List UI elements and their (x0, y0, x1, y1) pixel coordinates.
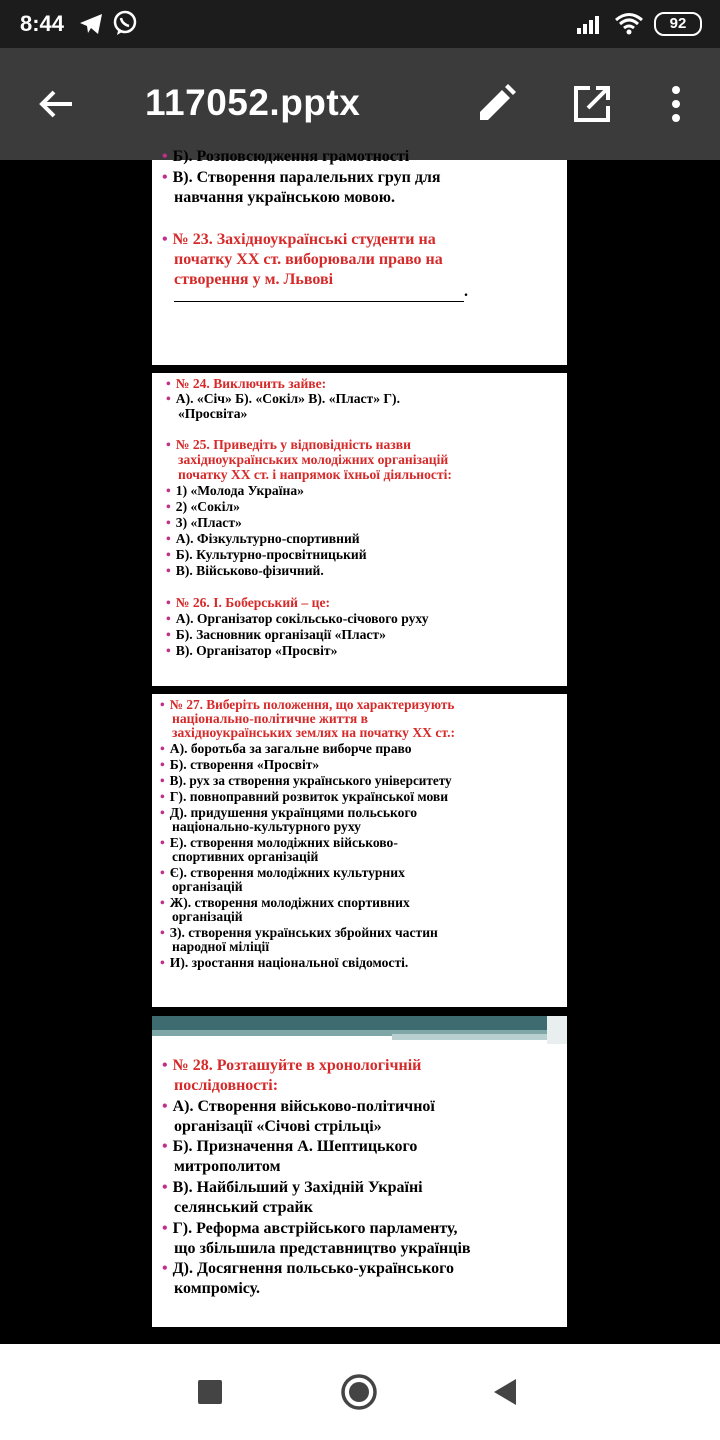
slide-text: навчання українською мовою. (174, 189, 395, 206)
slide-text: • Б). Культурно-просвітницький (166, 547, 367, 562)
slide-text: • В). рух за створення українського університету (160, 773, 452, 788)
slide-text: • В). Організатор «Просвіт» (166, 643, 338, 658)
slide-text: • Г). повноправний розвиток української мови (160, 789, 449, 804)
navigation-bar (0, 1344, 720, 1440)
slide-3 (152, 694, 567, 1007)
slide-text: • Е). створення молодіжних військово- (160, 835, 398, 850)
slide-text: • А). Створення військово-політичної (162, 1098, 435, 1115)
slide-text: • Д). Досягнення польсько-українського (162, 1260, 454, 1277)
slide-text: початку ХХ ст. виборювали право на (174, 251, 443, 268)
slide-text: • В). Створення паралельних груп для (162, 169, 441, 186)
slide-text: • А). боротьба за загальне виборче право (160, 741, 412, 756)
slide-4 (152, 1016, 567, 1327)
slide-header-decoration (152, 1016, 567, 1046)
slide-text: • А). Організатор сокільсько-січового руху (166, 611, 429, 626)
telegram-icon (78, 12, 104, 36)
question-23: • № 23. Західноукраїнські студенти на (162, 231, 436, 248)
question-25: • № 25. Приведіть у відповідність назви (166, 437, 411, 452)
slide-text: • В). Найбільший у Західній Україні (162, 1179, 423, 1196)
slide-text: • Б). Розповсюдження грамотності (162, 148, 410, 165)
slide-text: створення у м. Львові (174, 271, 334, 288)
signal-icon (576, 14, 604, 34)
slide-text: • Б). створення «Просвіт» (160, 757, 320, 772)
back-triangle-icon[interactable] (490, 1377, 518, 1407)
slide-text: організацій (172, 879, 243, 894)
slide-text: організацій (172, 909, 243, 924)
slide-text: • 2) «Сокіл» (166, 499, 240, 514)
open-external-icon[interactable] (568, 80, 616, 128)
edit-pencil-icon[interactable] (472, 80, 520, 128)
slide-text: • Є). створення молодіжних культурних (160, 865, 405, 880)
slide-text: організації «Січові стрільці» (174, 1118, 382, 1135)
slide-text: • Д). придушення українцями польського (160, 805, 418, 820)
slide-text: національно-культурного руху (172, 819, 361, 834)
slide-text: селянський страйк (174, 1199, 313, 1216)
back-arrow-icon[interactable] (32, 80, 80, 128)
slide-text: • З). створення українських збройних частин (160, 925, 438, 940)
viber-icon (112, 10, 138, 36)
slide-text: західноукраїнських землях на початку ХХ ст.: (172, 725, 456, 740)
slide-text: • И). зростання національної свідомості. (160, 955, 409, 970)
slide-text: • 3) «Пласт» (166, 515, 242, 530)
more-vert-icon[interactable] (652, 80, 700, 128)
slide-text: • Ж). створення молодіжних спортивних (160, 895, 410, 910)
wifi-icon (614, 12, 644, 36)
file-title: 117052.pptx (145, 82, 361, 123)
slide-text: • А). «Січ» Б). «Сокіл» В). «Пласт» Г). (166, 391, 400, 406)
slide-text: «Просвіта» (178, 406, 248, 421)
slide-text: західноукраїнських молодіжних організацій (178, 452, 449, 467)
recents-square-icon[interactable] (196, 1378, 224, 1406)
slide-text: • Б). Призначення А. Шептицького (162, 1138, 418, 1155)
slide-text: • В). Військово-фізичний. (166, 563, 324, 578)
question-26: • № 26. І. Боберський – це: (166, 595, 331, 610)
slide-1 (152, 148, 567, 365)
answer-blank: . (162, 282, 563, 302)
question-24: • № 24. Виключить зайве: (166, 376, 327, 391)
slide-text: компромісу. (174, 1280, 261, 1297)
slide-text: • Б). Засновник організації «Пласт» (166, 627, 386, 642)
slide-text: послідовності: (174, 1077, 279, 1094)
status-time: 8:44 (20, 11, 65, 36)
slide-text: • Г). Реформа австрійського парламенту, (162, 1220, 458, 1237)
slide-text: • 1) «Молода Україна» (166, 483, 304, 498)
slide-text: народної міліції (172, 939, 270, 954)
slide-text: національно-політичне життя в (172, 711, 369, 726)
slide-text: митрополитом (174, 1158, 281, 1175)
battery-indicator: 92 (654, 12, 702, 36)
app-bar (0, 48, 720, 160)
slides-viewer[interactable] (0, 148, 720, 1344)
slide-text: що збільшила представництво українців (174, 1240, 471, 1257)
home-circle-icon[interactable] (339, 1372, 379, 1412)
question-27: • № 27. Виберіть положення, що характеризують (160, 697, 455, 712)
slide-text: • А). Фізкультурно-спортивний (166, 531, 360, 546)
slide-text: спортивних організацій (172, 849, 319, 864)
question-28: • № 28. Розташуйте в хронологічній (162, 1057, 422, 1074)
slide-2 (152, 373, 567, 686)
slide-text: початку ХХ ст. і напрямок їхньої діяльності: (178, 467, 452, 482)
status-bar (0, 0, 720, 48)
